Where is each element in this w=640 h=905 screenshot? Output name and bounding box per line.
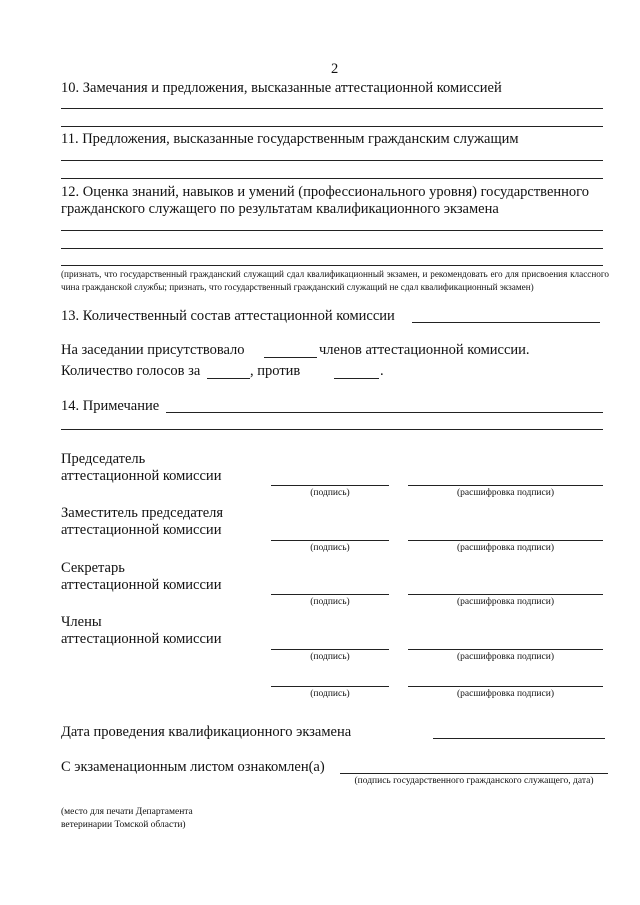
present-label: На заседании присутствовало: [61, 342, 245, 358]
section-12-title-line1: 12. Оценка знаний, навыков и умений (профессионального уровня) государственного: [61, 184, 589, 200]
section-10-line[interactable]: [61, 108, 603, 109]
deputy-decode-field[interactable]: [408, 540, 603, 541]
exam-date-label: Дата проведения квалификационного экзамена: [61, 724, 352, 740]
present-label-end: членов аттестационной комиссии.: [319, 342, 530, 358]
signature-caption: (подпись): [310, 597, 350, 607]
secretary-decode-field[interactable]: [408, 594, 603, 595]
signature-caption: (подпись): [310, 652, 350, 662]
deputy-label-1: Заместитель председателя: [61, 505, 224, 521]
chairman-label-1: Председатель: [61, 451, 146, 467]
chairman-decode-field[interactable]: [408, 485, 603, 486]
votes-against-field[interactable]: [334, 378, 379, 379]
deputy-signature-field[interactable]: [271, 540, 389, 541]
section-12-note: (признать, что государственный гражданский служащий сдал квалификационный экзамен, и рекомендовать его для присвоения классного чина гражданской службы; признать, что государственный гражданский служащий не сдал квалификационный экзамен): [61, 269, 609, 292]
signature-caption: (подпись): [310, 488, 350, 498]
stamp-place-line2: ветеринарии Томской области): [61, 820, 186, 830]
stamp-place-line1: (место для печати Департамента: [61, 807, 193, 817]
chairman-signature-field[interactable]: [271, 485, 389, 486]
present-count-field[interactable]: [264, 357, 317, 358]
member-signature-field[interactable]: [271, 686, 389, 687]
section-13-title: 13. Количественный состав аттестационной комиссии: [61, 308, 395, 324]
member-decode-field[interactable]: [408, 686, 603, 687]
votes-for-label: Количество голосов за: [61, 363, 201, 379]
member-signature-field[interactable]: [271, 649, 389, 650]
section-11-line[interactable]: [61, 160, 603, 161]
section-12-title-line2: гражданского служащего по результатам квалификационного экзамена: [61, 201, 499, 217]
chairman-label-2: аттестационной комиссии: [61, 468, 222, 484]
secretary-label-1: Секретарь: [61, 560, 125, 576]
section-12-line[interactable]: [61, 265, 603, 266]
signature-caption: (подпись): [310, 543, 350, 553]
member-decode-field[interactable]: [408, 649, 603, 650]
familiarized-caption: (подпись государственного гражданского служащего, дата): [354, 776, 594, 786]
section-12-line[interactable]: [61, 248, 603, 249]
commission-size-field[interactable]: [412, 322, 600, 323]
section-11-title: 11. Предложения, высказанные государственным гражданским служащим: [61, 131, 519, 147]
exam-date-field[interactable]: [433, 738, 605, 739]
note-field[interactable]: [61, 429, 603, 430]
members-label-1: Члены: [61, 614, 102, 630]
section-10-line[interactable]: [61, 126, 603, 127]
decode-caption: (расшифровка подписи): [457, 689, 554, 699]
familiarized-signature-field[interactable]: [340, 773, 608, 774]
secretary-label-2: аттестационной комиссии: [61, 577, 222, 593]
decode-caption: (расшифровка подписи): [457, 597, 554, 607]
note-field[interactable]: [166, 412, 603, 413]
section-11-line[interactable]: [61, 178, 603, 179]
decode-caption: (расшифровка подписи): [457, 488, 554, 498]
decode-caption: (расшифровка подписи): [457, 543, 554, 553]
members-label-2: аттестационной комиссии: [61, 631, 222, 647]
votes-against-label: , против: [250, 363, 301, 379]
votes-end: .: [380, 363, 384, 379]
decode-caption: (расшифровка подписи): [457, 652, 554, 662]
section-12-line[interactable]: [61, 230, 603, 231]
votes-for-field[interactable]: [207, 378, 250, 379]
signature-caption: (подпись): [310, 689, 350, 699]
section-10-title: 10. Замечания и предложения, высказанные аттестационной комиссией: [61, 80, 502, 96]
section-14-title: 14. Примечание: [61, 398, 160, 414]
secretary-signature-field[interactable]: [271, 594, 389, 595]
page-number: 2: [331, 61, 339, 77]
familiarized-label: С экзаменационным листом ознакомлен(а): [61, 759, 325, 775]
deputy-label-2: аттестационной комиссии: [61, 522, 222, 538]
